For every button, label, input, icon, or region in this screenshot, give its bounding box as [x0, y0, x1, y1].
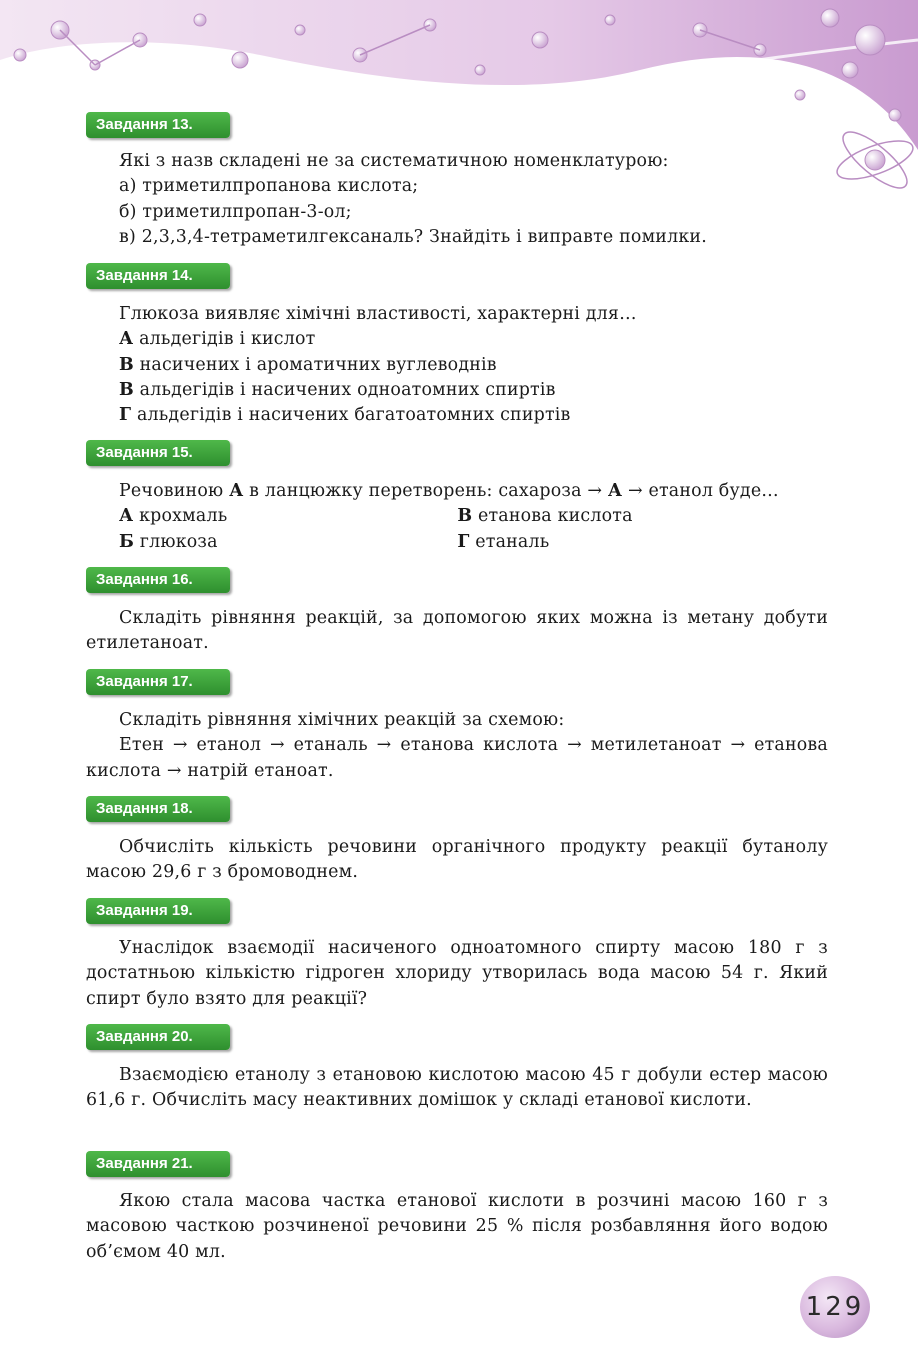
- task-16-text: [86, 606, 828, 657]
- task-21-badge: Завдання 21.: [86, 1151, 230, 1177]
- task-14-option-4: Г альдегідів і насичених багатоатомних спиртів: [119, 405, 571, 426]
- task-13-badge: Завдання 13.: [86, 112, 230, 138]
- task-21-text: [86, 1189, 828, 1265]
- task-13-line-4: в) 2,3,3,4-тетраметилгексаналь? Знайдіть і виправте помилки.: [119, 226, 707, 247]
- task-13-line-1: Які з назв складені не за систематичною номенклатурою:: [119, 151, 669, 171]
- task-16-badge: Завдання 16.: [86, 567, 230, 593]
- task-13-line-2: а) триметилпропанова кислота;: [119, 176, 419, 197]
- task-15-option-b: Б глюкоза: [119, 531, 218, 552]
- task-15-option-g: Г етаналь: [457, 531, 550, 552]
- task-19-body: Унаслідок взаємодії насиченого одноатомного спирту масою 180 г з достатньою кількістю гідроген хлориду утворилась вода масою 54 г. Який спирт було взято для реакції?: [86, 938, 828, 1009]
- task-17-badge: Завдання 17.: [86, 669, 230, 695]
- task-15-text: [86, 479, 828, 555]
- task-20-text: [86, 1063, 828, 1114]
- task-13-text: [86, 149, 828, 250]
- task-18-text: [86, 835, 828, 886]
- task-19-text: [86, 936, 828, 1012]
- task-14-option-2: В насичених і ароматичних вуглеводнів: [119, 354, 497, 375]
- task-17-text: [86, 708, 828, 784]
- task-18-badge: Завдання 18.: [86, 796, 230, 822]
- task-15-question: Речовиною А в ланцюжку перетворень: сахароза → А → етанол буде…: [119, 481, 779, 501]
- task-14-question: Глюкоза виявляє хімічні властивості, характерні для…: [119, 304, 637, 324]
- task-13-line-3: б) триметилпропан-3-ол;: [119, 201, 352, 222]
- task-14-option-1: А альдегідів і кислот: [119, 329, 316, 350]
- task-17-scheme: Етен → етанол → етаналь → етанова кислота → метилетаноат → етанова кислота → натрій етаноат.: [86, 735, 828, 781]
- task-16-body: Складіть рівняння реакцій, за допомогою яких можна із метану добути етилетаноат.: [86, 608, 828, 654]
- task-15-option-a: А крохмаль: [119, 506, 228, 527]
- page-number: 129: [800, 1276, 870, 1338]
- task-14-badge: Завдання 14.: [86, 263, 230, 289]
- task-17-line-1: Складіть рівняння хімічних реакцій за схемою:: [119, 710, 565, 730]
- task-15-option-v: В етанова кислота: [457, 506, 633, 527]
- task-20-body: Взаємодією етанолу з етановою кислотою масою 45 г добули естер масою 61,6 г. Обчисліть масу неактивних домішок у складі етанової кислоти.: [86, 1065, 828, 1111]
- task-14-text: [86, 302, 828, 428]
- task-20-badge: Завдання 20.: [86, 1024, 230, 1050]
- task-21-body: Якою стала масова частка етанової кислоти в розчині масою 160 г з масовою часткою розчиненої речовини 25 % після розбавляння його водою об’ємом 40 мл.: [86, 1191, 828, 1262]
- task-15-badge: Завдання 15.: [86, 440, 230, 466]
- task-18-body: Обчисліть кількість речовини органічного продукту реакції бутанолу масою 29,6 г з бромоводнем.: [86, 837, 828, 883]
- task-19-badge: Завдання 19.: [86, 898, 230, 924]
- task-14-option-3: В альдегідів і насичених одноатомних спиртів: [119, 379, 556, 400]
